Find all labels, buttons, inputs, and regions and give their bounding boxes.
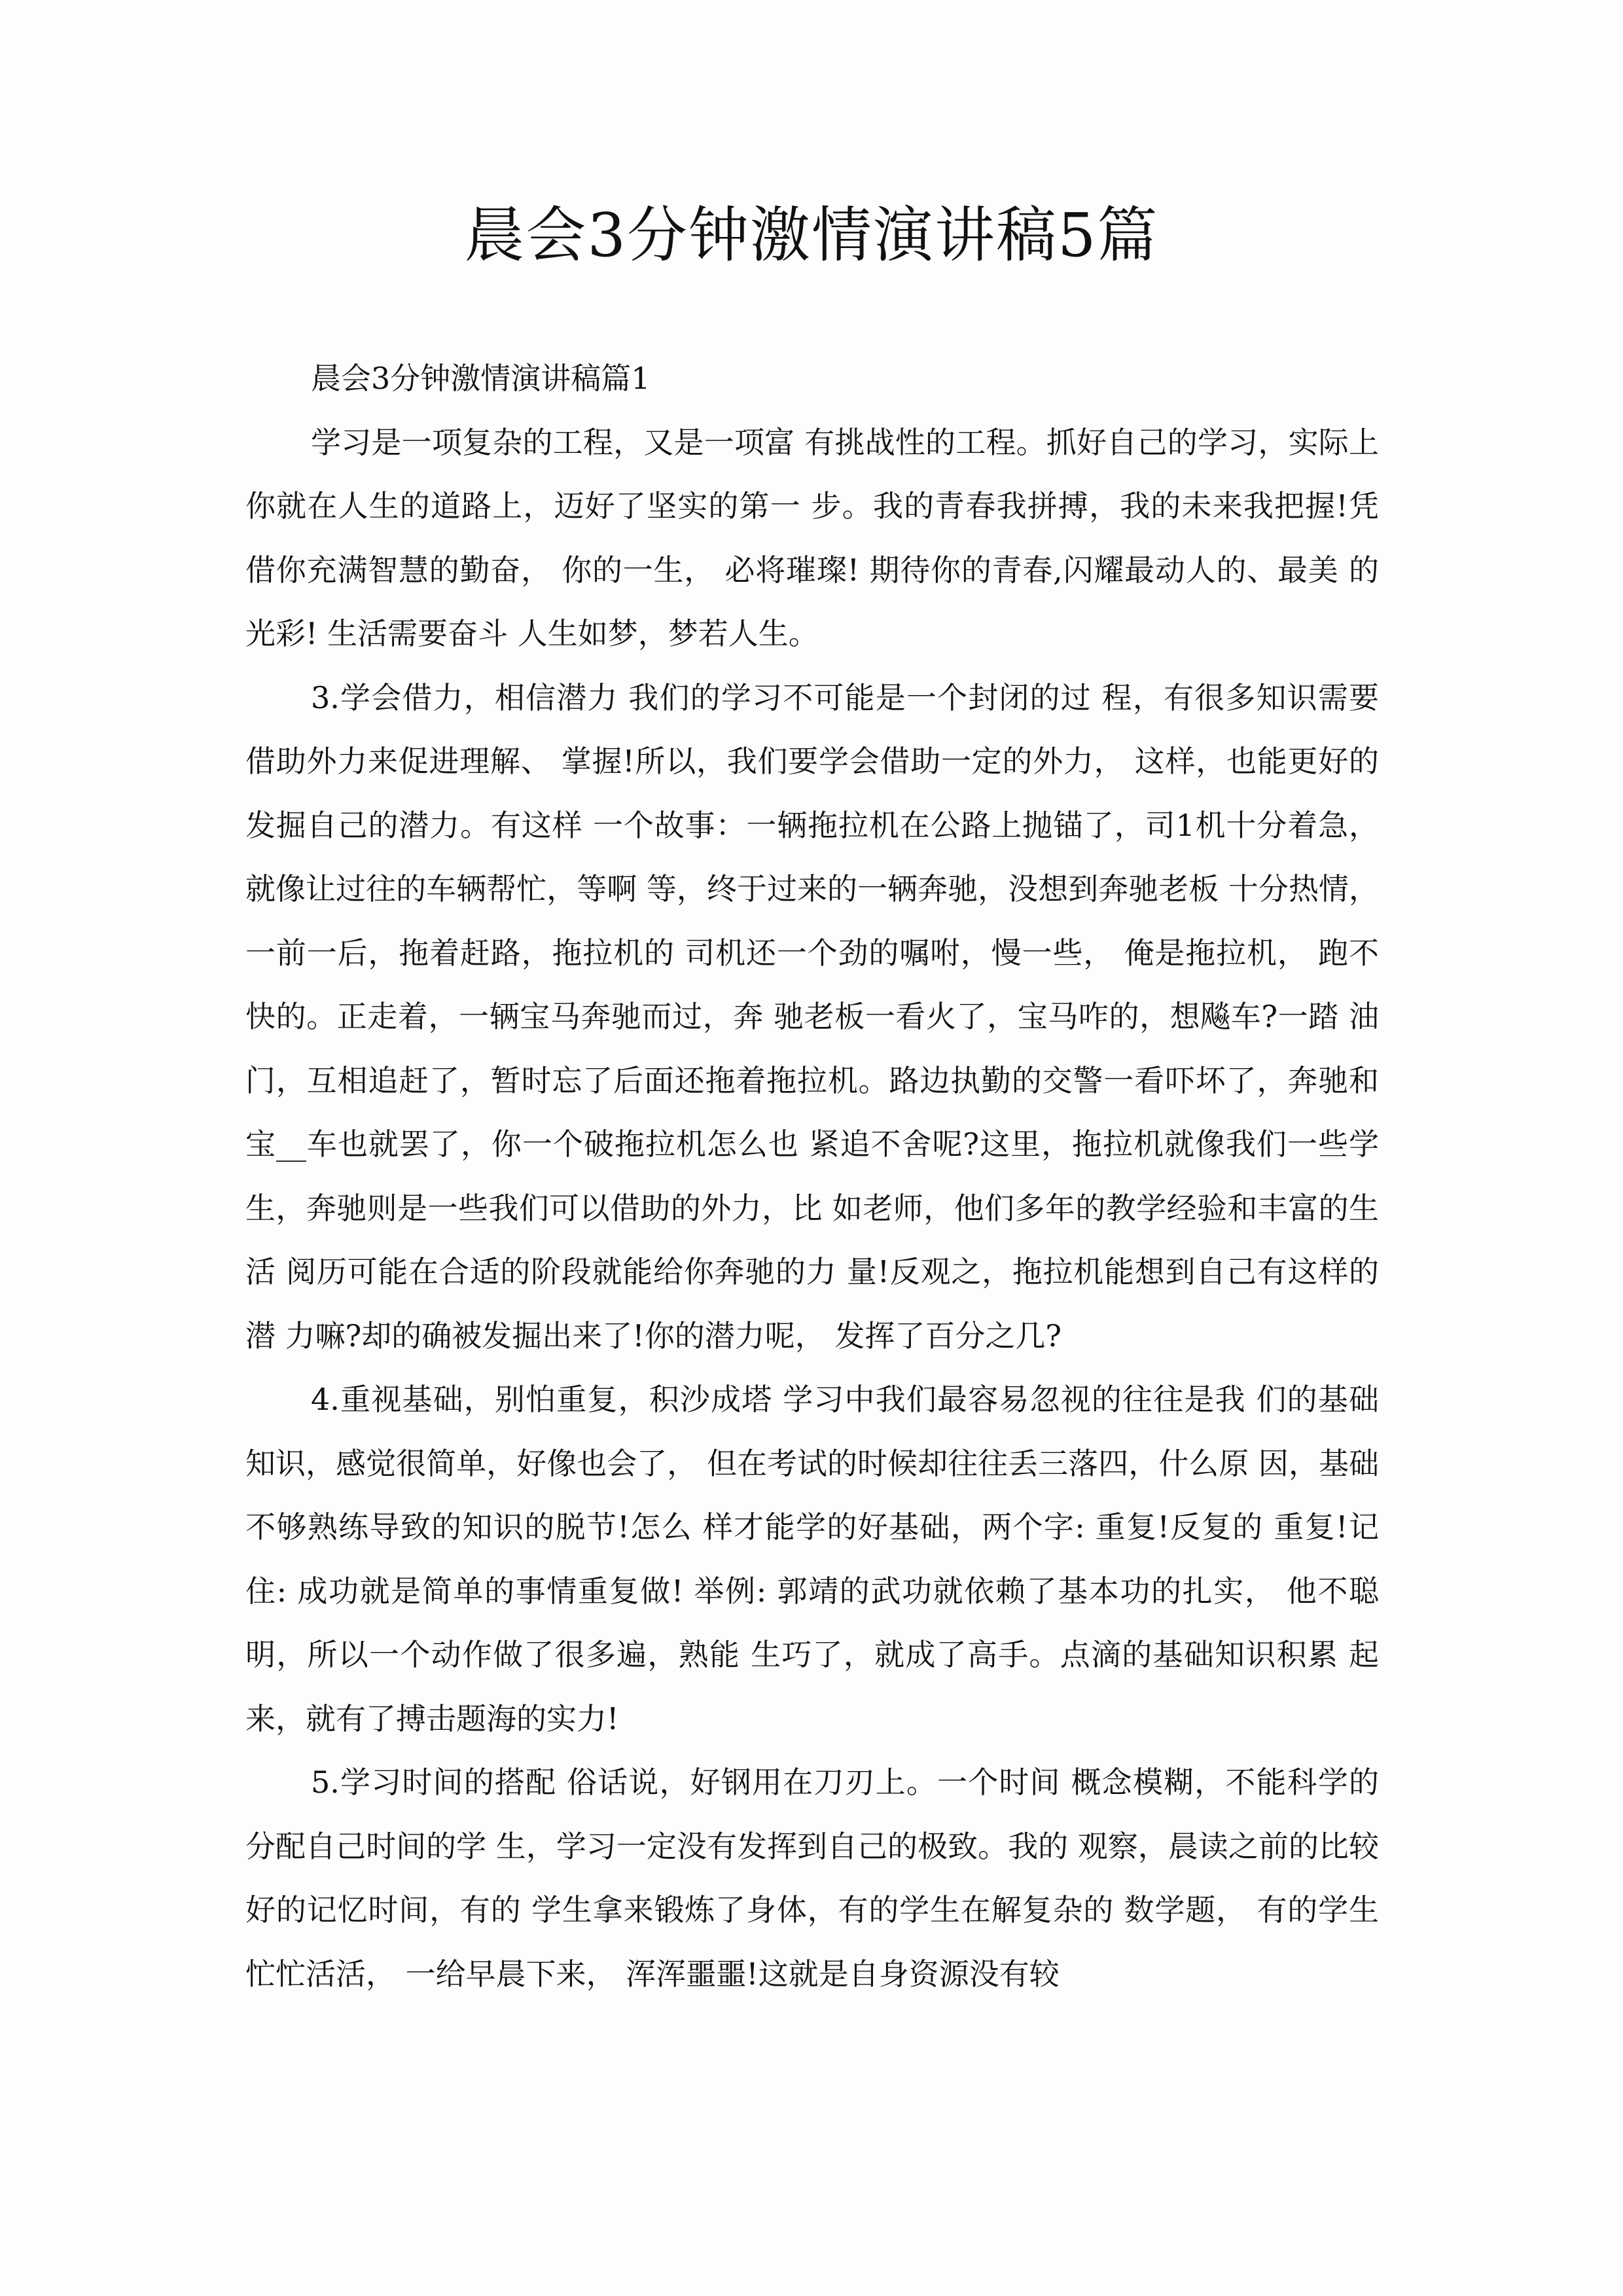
document-title: 晨会3分钟激情演讲稿5篇: [464, 200, 1159, 270]
paragraph-point-5: 5.学习时间的搭配 俗话说，好钢用在刀刃上。一个时间 概念模糊，不能科学的分配自己时间的学 生，学习一定没有发挥到自己的极致。我的 观察，晨读之前的比较好的记忆时间，有的 学生拿来锻炼了身体，有的学生在解复杂的 数学题， 有的学生忙忙活活， 一给早晨下来， 浑浑噩噩!这就是自身资源没有较: [245, 1765, 1379, 1992]
paragraph-intro: 学习是一项复杂的工程，又是一项富 有挑战性的工程。抓好自己的学习，实际上 你就在人生的道路上，迈好了坚实的第一 步。我的青春我拼搏，我的未来我把握!凭 借你充满智慧的勤奋， 你的一生， 必将璀璨! 期待你的青春,闪耀最动人的、最美 的光彩! 生活需要奋斗 人生如梦，梦若人生。: [245, 424, 1379, 651]
paragraph-point-3: 3.学会借力，相信潜力 我们的学习不可能是一个封闭的过 程，有很多知识需要借助外力来促进理解、 掌握!所以，我们要学会借助一定的外力， 这样，也能更好的发掘自己的潜力。有这样 一个故事：一辆拖拉机在公路上抛锚了，司1机十分着急，就像让过往的车辆帮忙，等啊 等，终于过来的一辆奔驰，没想到奔驰老板 十分热情，一前一后，拖着赶路，拖拉机的 司机还一个劲的嘱咐，慢一些， 俺是拖拉机， 跑不快的。正走着，一辆宝马奔驰而过，奔 驰老板一看火了，宝马咋的，想飚车?一踏 油门，互相追赶了，暂时忘了后面还拖着拖拉机。路边执勤的交警一看吓坏了，奔驰和 宝__车也就罢了，你一个破拖拉机怎么也 紧追不舍呢?这里，拖拉机就像我们一些学 生，奔驰则是一些我们可以借助的外力，比 如老师，他们多年的教学经验和丰富的生活 阅历可能在合适的阶段就能给你奔驰的力 量!反观之，拖拉机能想到自己有这样的潜 力嘛?却的确被发掘出来了!你的潜力呢， 发挥了百分之几?: [245, 679, 1380, 1354]
section-heading: 晨会3分钟激情演讲稿篇1: [311, 361, 651, 396]
document-body: [245, 347, 1379, 2006]
paragraph-point-4: 4.重视基础，别怕重复，积沙成塔 学习中我们最容易忽视的往往是我 们的基础知识，感觉很简单，好像也会了， 但在考试的时候却往往丢三落四，什么原 因，基础不够熟练导致的知识的脱节!怎么 样才能学的好基础，两个字: 重复!反复的 重复!记住: 成功就是简单的事情重复做! 举例: 郭靖的武功就依赖了基本功的扎实， 他不聪明，所以一个动作做了很多遍，熟能 生巧了，就成了高手。点滴的基础知识积累 起来，就有了搏击题海的实力!: [245, 1382, 1379, 1736]
